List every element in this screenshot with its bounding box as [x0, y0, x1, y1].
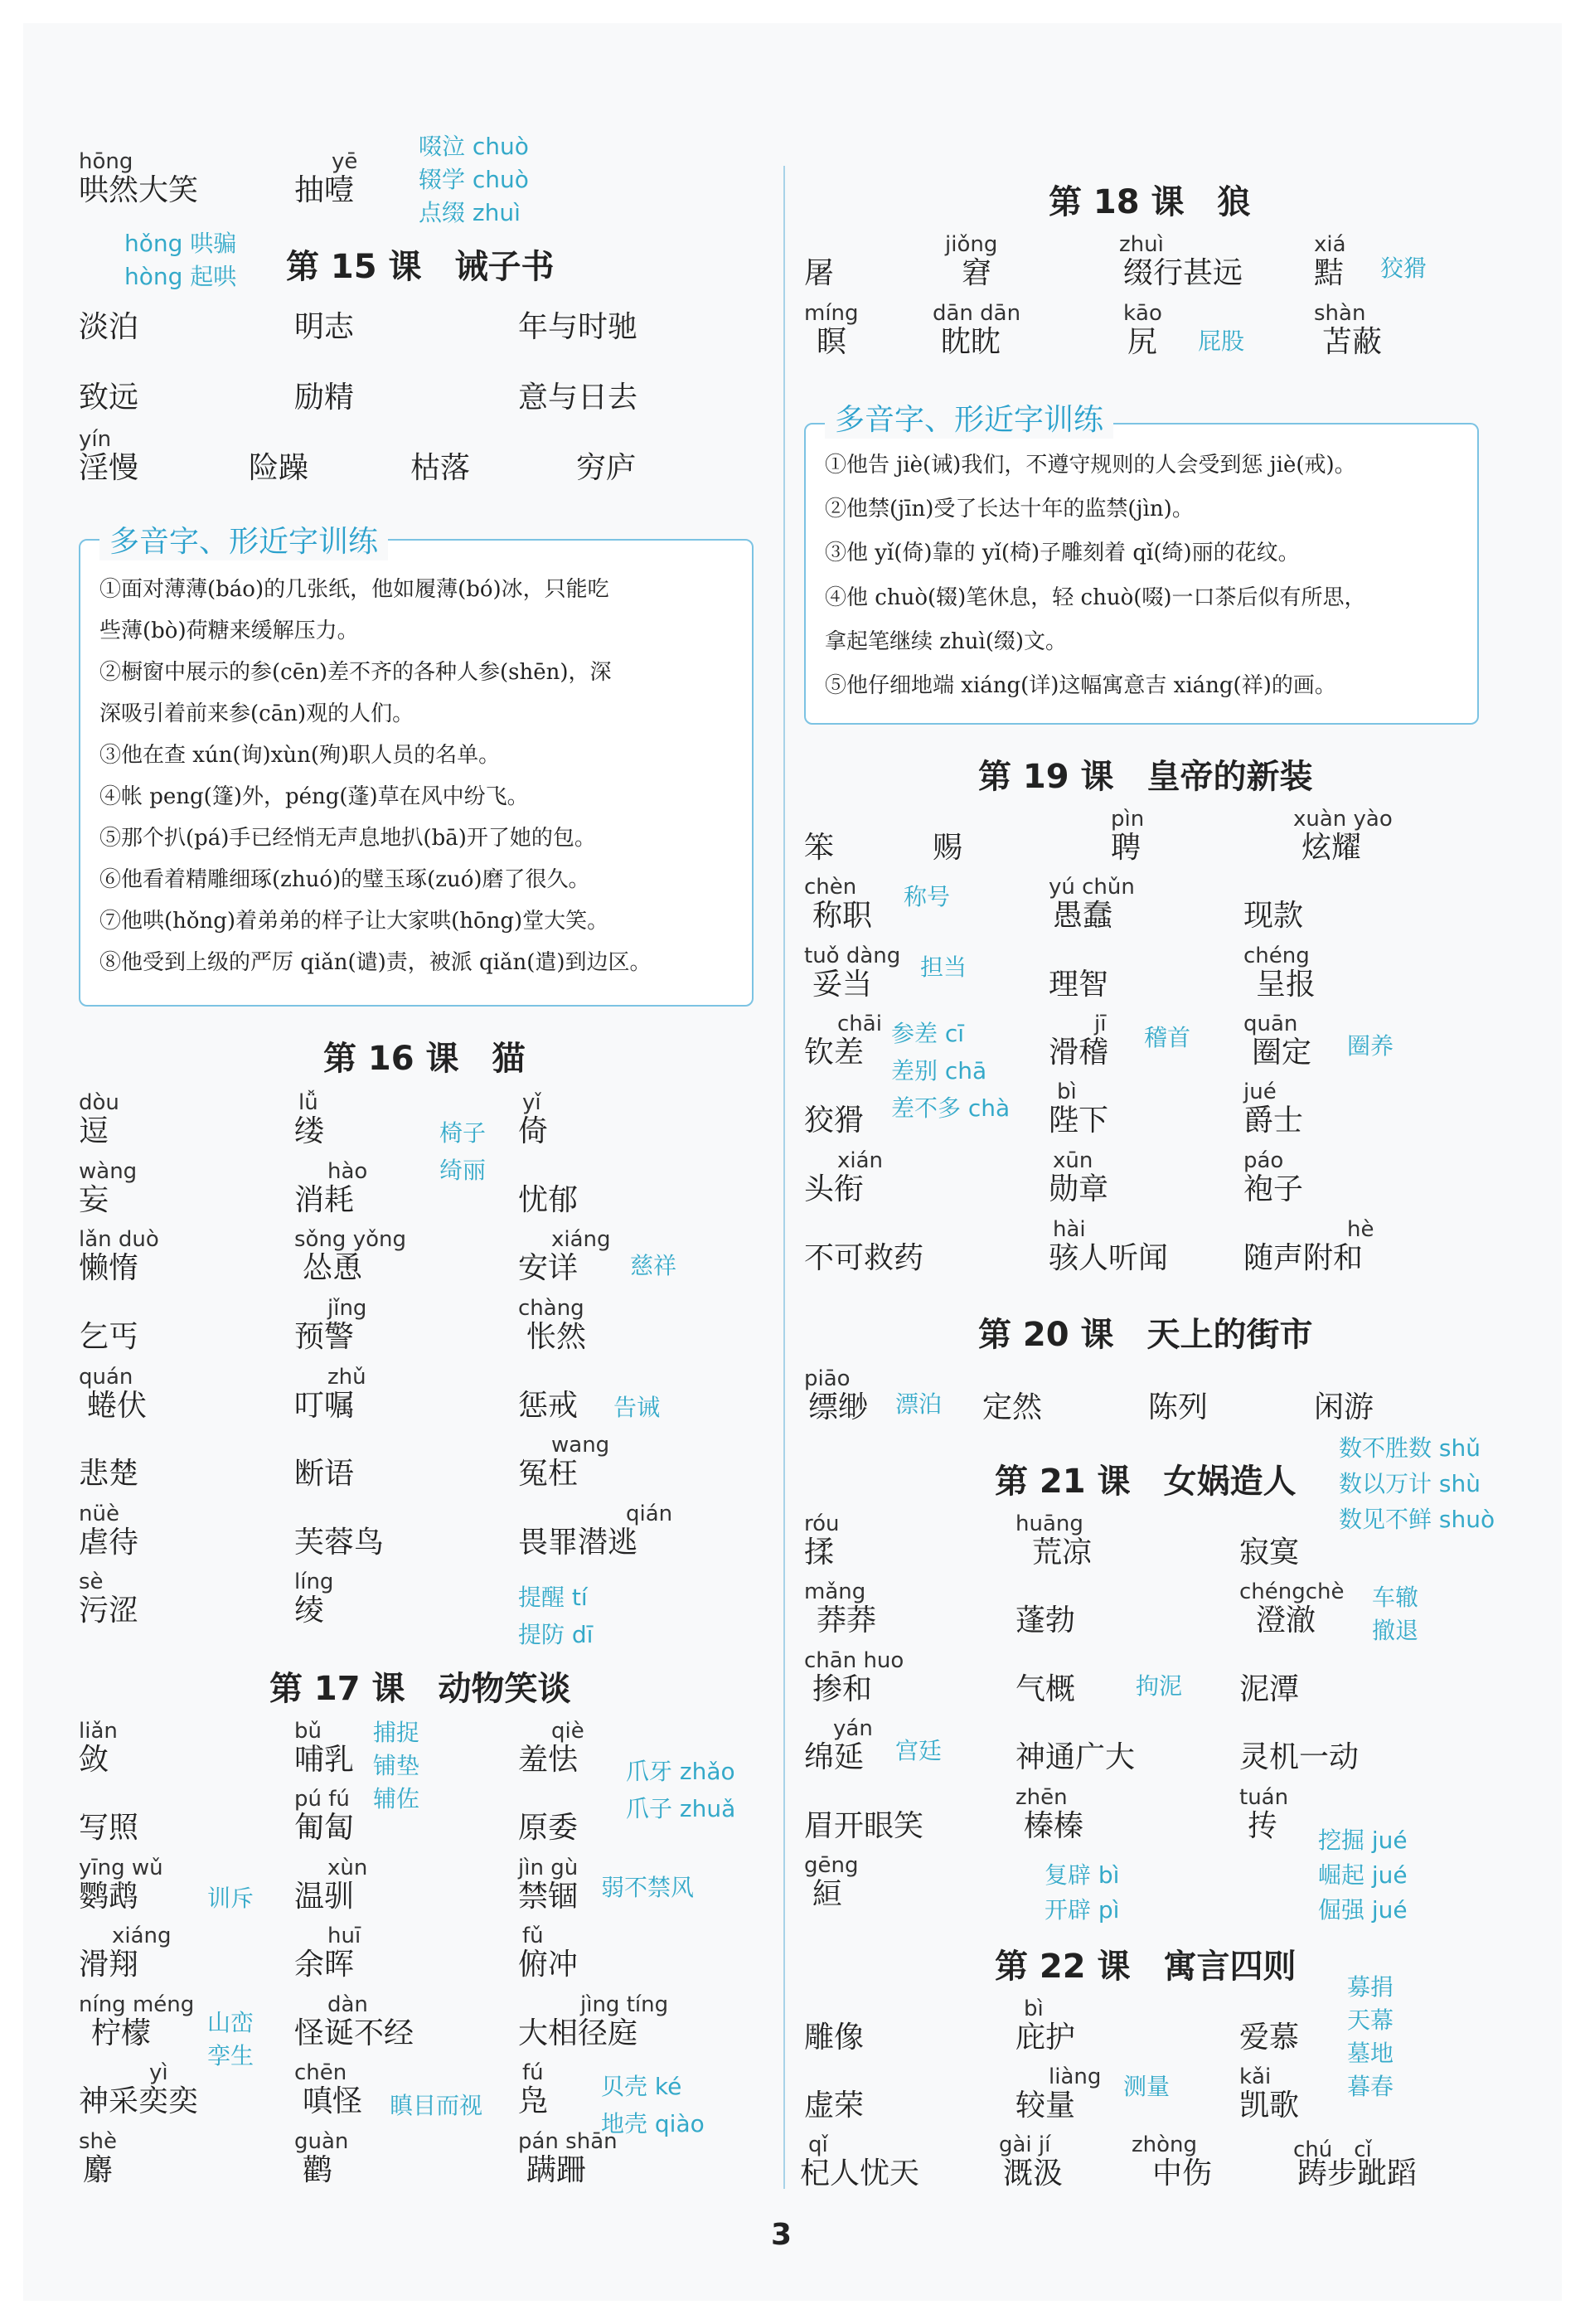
- vocab-word: 励精: [294, 381, 355, 415]
- pinyin: huī: [327, 1924, 361, 1948]
- handwritten-note: 弱不禁风: [601, 1874, 695, 1901]
- vocab-word: 荒凉: [1032, 1536, 1093, 1570]
- page-number: 3: [771, 2218, 792, 2252]
- vocab-word: 蹒跚: [526, 2153, 587, 2187]
- handwritten-note: 车辙: [1372, 1584, 1419, 1611]
- pinyin: chēn: [294, 2060, 347, 2085]
- vocab-word: 榛榛: [1024, 1809, 1084, 1843]
- vocab-word: 禁锢: [518, 1880, 579, 1914]
- handwritten-note: hòng 起哄: [124, 263, 237, 290]
- vocab-word: 明志: [294, 310, 355, 344]
- handwritten-note: 测量: [1123, 2073, 1171, 2100]
- vocab-word: 雕像: [804, 2021, 865, 2055]
- vocab-word: 炫耀: [1301, 831, 1362, 865]
- vocab-word: 麝: [83, 2153, 114, 2187]
- pinyin: yǐ: [522, 1090, 541, 1115]
- pinyin: kāo: [1123, 301, 1162, 326]
- handwritten-note: 训斥: [207, 1885, 254, 1912]
- vocab-word: 较量: [1015, 2089, 1076, 2123]
- handwritten-note: 数以万计 shù: [1339, 1470, 1481, 1497]
- vocab-word: 悲楚: [79, 1457, 139, 1491]
- lesson-title: 第 15 课 诫子书: [286, 248, 555, 286]
- handwritten-note: 铺垫: [373, 1752, 420, 1779]
- vocab-word: 忧郁: [518, 1183, 579, 1217]
- pinyin: jī: [1094, 1012, 1107, 1036]
- exercise-line: ⑤那个扒(pá)手已经悄无声息地扒(bā)开了她的包。: [99, 826, 596, 851]
- pinyin: qián: [626, 1502, 673, 1526]
- vocab-word: 妄: [79, 1183, 109, 1217]
- exercise-title: 多音字、形近字训练: [825, 396, 1113, 439]
- vocab-word: 余晖: [294, 1948, 355, 1982]
- pinyin: xùn: [327, 1856, 368, 1880]
- handwritten-note: 点缀 zhuì: [419, 199, 521, 226]
- vocab-word: 凯歌: [1239, 2089, 1300, 2123]
- vocab-word: 芙蓉鸟: [294, 1526, 385, 1560]
- vocab-word: 鹦鹉: [79, 1880, 139, 1914]
- vocab-word: 眈眈: [941, 325, 1001, 359]
- pinyin: xiáng: [551, 1227, 611, 1252]
- lesson-title: 第 20 课 天上的街市: [978, 1316, 1313, 1354]
- vocab-word: 定然: [982, 1390, 1043, 1424]
- vocab-word: 狡猾: [804, 1104, 865, 1138]
- vocab-word: 神通广大: [1015, 1740, 1136, 1774]
- vocab-word: 陈列: [1148, 1390, 1209, 1424]
- vocab-word: 骇人听闻: [1049, 1241, 1169, 1275]
- vocab-word: 柠檬: [91, 2016, 152, 2050]
- handwritten-note: 慈祥: [630, 1252, 677, 1279]
- pinyin: bì: [1024, 1997, 1044, 2021]
- vocab-word: 消耗: [294, 1183, 355, 1217]
- pinyin: yín: [79, 427, 112, 452]
- pinyin: róu: [804, 1511, 840, 1536]
- pinyin: chú cǐ: [1293, 2137, 1372, 2162]
- vocab-word: 倚: [518, 1114, 549, 1148]
- vocab-word: 庇护: [1015, 2021, 1076, 2055]
- lesson-title: 第 19 课 皇帝的新装: [978, 758, 1313, 796]
- vocab-word: 屠: [804, 256, 835, 290]
- handwritten-note: 狡猾: [1380, 255, 1427, 282]
- pinyin: xián: [837, 1148, 884, 1173]
- vocab-word: 鹳: [303, 2153, 333, 2187]
- handwritten-note: 捕捉: [373, 1719, 420, 1746]
- vocab-word: 缕: [294, 1114, 325, 1148]
- exercise-line: ②他禁(jīn)受了长达十年的监禁(jìn)。: [825, 497, 1194, 522]
- vocab-word: 穷庐: [576, 451, 637, 485]
- pinyin: hài: [1053, 1217, 1086, 1242]
- exercise-line: 些薄(bò)荷糖来缓解压力。: [99, 619, 359, 643]
- vocab-word: 羞怯: [518, 1743, 579, 1777]
- vocab-word: 赐: [933, 831, 963, 865]
- vocab-word: 瞑: [817, 325, 847, 359]
- vocab-word: 安详: [518, 1251, 579, 1285]
- pinyin: chān huo: [804, 1648, 904, 1673]
- handwritten-note: hǒng 哄骗: [124, 230, 237, 257]
- exercise-line: ①他告 jiè(诫)我们，不遵守规则的人会受到惩 jiè(戒)。: [825, 453, 1356, 478]
- vocab-word: 气概: [1015, 1672, 1076, 1706]
- vocab-word: 懒惰: [79, 1251, 139, 1285]
- pinyin: dān dān: [933, 301, 1021, 326]
- vocab-word: 缥缈: [808, 1390, 869, 1424]
- vocab-word: 溉汲: [1003, 2157, 1064, 2191]
- vocab-word: 虐待: [79, 1526, 139, 1560]
- exercise-line: ③他在查 xún(询)xùn(殉)职人员的名单。: [99, 743, 501, 768]
- vocab-word: 乞丐: [79, 1320, 139, 1354]
- vocab-word: 寂寞: [1239, 1536, 1300, 1570]
- vocab-word: 灵机一动: [1239, 1740, 1360, 1774]
- vocab-word: 圈定: [1252, 1036, 1312, 1070]
- pinyin: tuǒ dàng: [804, 944, 901, 968]
- pinyin: piāo: [804, 1366, 851, 1391]
- pinyin: zhǔ: [327, 1365, 366, 1390]
- vocab-word: 淫慢: [79, 451, 139, 485]
- handwritten-note: 告诫: [613, 1394, 661, 1421]
- pinyin: bì: [1057, 1080, 1077, 1104]
- vocab-word: 愚蠢: [1053, 899, 1113, 933]
- vocab-word: 爱慕: [1239, 2021, 1300, 2055]
- vocab-word: 断语: [294, 1457, 355, 1491]
- pinyin: míng: [804, 301, 859, 326]
- vocab-word: 中伤: [1152, 2157, 1213, 2191]
- pinyin: dòu: [79, 1090, 119, 1115]
- handwritten-note: 差不多 chà: [891, 1094, 1011, 1122]
- pinyin: huāng: [1015, 1511, 1083, 1536]
- exercise-line: ⑦他哄(hǒng)着弟弟的样子让大家哄(hōng)堂大笑。: [99, 909, 609, 934]
- handwritten-note: 挖掘 jué: [1318, 1827, 1408, 1854]
- lesson-title: 第 21 课 女娲造人: [995, 1463, 1297, 1501]
- pinyin: tuán: [1239, 1785, 1289, 1810]
- vocab-word: 头衔: [804, 1172, 865, 1206]
- pinyin: quán: [79, 1365, 133, 1390]
- vocab-word: 勋章: [1049, 1172, 1109, 1206]
- vocab-word: 爵士: [1243, 1104, 1304, 1138]
- pinyin: bǔ: [294, 1719, 322, 1744]
- column-divider: [783, 166, 785, 2189]
- handwritten-note: 暮春: [1347, 2073, 1394, 2100]
- vocab-word: 大相径庭: [518, 2016, 638, 2050]
- vocab-word: 绫: [294, 1594, 325, 1628]
- pinyin: guàn: [294, 2129, 349, 2154]
- pinyin: qiè: [551, 1719, 584, 1744]
- vocab-word: 绵延: [804, 1740, 865, 1774]
- handwritten-note: 爪子 zhuǎ: [626, 1795, 736, 1822]
- handwritten-note: 屁股: [1198, 327, 1245, 355]
- pinyin: yīng wǔ: [79, 1856, 163, 1880]
- handwritten-note: 担当: [920, 953, 967, 981]
- vocab-word: 致远: [79, 381, 139, 415]
- vocab-word: 哄然大笑: [79, 173, 199, 207]
- handwritten-note: 复辟 bì: [1045, 1861, 1120, 1889]
- pinyin: zhòng: [1132, 2132, 1198, 2157]
- vocab-word: 莽莽: [817, 1604, 877, 1637]
- pinyin: hōng: [79, 149, 133, 174]
- vocab-word: 滑翔: [79, 1948, 139, 1982]
- pinyin: gēng: [804, 1853, 859, 1878]
- handwritten-note: 辅佐: [373, 1785, 420, 1812]
- vocab-word: 畏罪潜逃: [518, 1526, 638, 1560]
- vocab-word: 妥当: [812, 968, 873, 1002]
- vocab-word: 抟: [1248, 1809, 1278, 1843]
- pinyin: fǔ: [522, 1924, 544, 1948]
- handwritten-note: 山峦: [207, 2009, 254, 2036]
- pinyin: xūn: [1053, 1148, 1093, 1173]
- pinyin: sè: [79, 1570, 104, 1594]
- pinyin: chàng: [518, 1296, 584, 1321]
- exercise-line: ④他 chuò(辍)笔休息，轻 chuò(啜)一口茶后似有所思，: [825, 585, 1366, 610]
- handwritten-note: 墓地: [1347, 2040, 1394, 2067]
- pinyin: qǐ: [808, 2132, 828, 2157]
- handwritten-note: 天幕: [1347, 2006, 1394, 2034]
- pinyin: pán shān: [518, 2129, 618, 2154]
- vocab-word: 窘: [962, 256, 992, 290]
- vocab-word: 黠: [1314, 256, 1345, 290]
- vocab-word: 眉开眼笑: [804, 1809, 924, 1843]
- vocab-word: 预警: [294, 1320, 355, 1354]
- pinyin: pú fú: [294, 1787, 350, 1812]
- pinyin: jìn gù: [518, 1856, 579, 1880]
- pinyin: jiǒng: [945, 232, 998, 257]
- handwritten-note: 绮丽: [439, 1157, 487, 1184]
- vocab-word: 神采奕奕: [79, 2084, 199, 2118]
- pinyin: yán: [833, 1716, 873, 1741]
- pinyin: shè: [79, 2129, 118, 2154]
- exercise-line: ③他 yǐ(倚)靠的 yǐ(椅)子雕刻着 qǐ(绮)丽的花纹。: [825, 541, 1300, 565]
- exercise-line: 深吸引着前来参(cān)观的人们。: [99, 701, 414, 726]
- vocab-word: 澄澈: [1256, 1604, 1316, 1637]
- vocab-word: 怂恿: [303, 1251, 363, 1285]
- vocab-word: 杞人忧天: [800, 2157, 920, 2191]
- polyphone-exercise-box: [79, 539, 754, 1007]
- handwritten-note: 瞋目而视: [390, 2092, 483, 2119]
- handwritten-note: 数见不鲜 shuò: [1339, 1506, 1495, 1533]
- pinyin: sǒng yǒng: [294, 1227, 406, 1252]
- pinyin: jǐng: [327, 1296, 367, 1321]
- vocab-word: 匍匐: [294, 1811, 355, 1845]
- vocab-word: 缀行甚远: [1123, 256, 1243, 290]
- handwritten-note: 漂泊: [895, 1390, 943, 1418]
- pinyin: wàng: [79, 1159, 138, 1184]
- pinyin: nüè: [79, 1502, 119, 1526]
- handwritten-note: 称号: [904, 883, 951, 910]
- exercise-line: ④帐 peng(篷)外，péng(蓬)草在风中纷飞。: [99, 784, 529, 809]
- pinyin: lǎn duò: [79, 1227, 159, 1252]
- handwritten-note: 提醒 tí: [518, 1584, 588, 1611]
- handwritten-note: 辍学 chuò: [419, 166, 529, 193]
- vocab-word: 不可救药: [804, 1241, 924, 1275]
- vocab-word: 枯落: [410, 451, 471, 485]
- handwritten-note: 倔强 jué: [1318, 1896, 1408, 1924]
- pinyin: chéngchè: [1239, 1579, 1345, 1604]
- pinyin: jìng tíng: [580, 1992, 669, 2017]
- pinyin: jué: [1243, 1080, 1277, 1104]
- handwritten-note: 参差 cī: [891, 1020, 965, 1047]
- handwritten-note: 崛起 jué: [1318, 1861, 1408, 1889]
- vocab-word: 随声附和: [1243, 1241, 1364, 1275]
- vocab-word: 笨: [804, 831, 835, 865]
- pinyin: gài jí: [999, 2132, 1051, 2157]
- handwritten-note: 圈养: [1347, 1032, 1394, 1060]
- vocab-word: 哺乳: [294, 1743, 355, 1777]
- pinyin: shàn: [1314, 301, 1366, 326]
- pinyin: zhēn: [1015, 1785, 1068, 1810]
- pinyin: dàn: [327, 1992, 368, 2017]
- pinyin: lǚ: [298, 1090, 318, 1115]
- handwritten-note: 撤退: [1372, 1617, 1419, 1644]
- vocab-word: 泥潭: [1239, 1672, 1300, 1706]
- pinyin: chèn: [804, 875, 857, 900]
- vocab-word: 袍子: [1243, 1172, 1304, 1206]
- vocab-word: 逗: [79, 1114, 109, 1148]
- pinyin: xuàn yào: [1293, 807, 1393, 832]
- exercise-line: ⑧他受到上级的严厉 qiǎn(谴)责，被派 qiǎn(遣)到边区。: [99, 950, 652, 975]
- handwritten-note: 啜泣 chuò: [419, 133, 529, 160]
- vocab-word: 钦差: [804, 1036, 865, 1070]
- vocab-word: 冤枉: [518, 1457, 579, 1491]
- exercise-line: ①面对薄薄(báo)的几张纸，他如履薄(bó)冰，只能吃: [99, 577, 609, 602]
- handwritten-note: 地壳 qiào: [601, 2110, 705, 2137]
- vocab-word: 温驯: [294, 1880, 355, 1914]
- handwritten-note: 差别 chā: [891, 1057, 987, 1084]
- pinyin: zhuì: [1119, 232, 1164, 257]
- vocab-word: 凫: [518, 2084, 549, 2118]
- vocab-word: 嗔怪: [303, 2084, 363, 2118]
- vocab-word: 叮嘱: [294, 1389, 355, 1423]
- vocab-word: 年与时驰: [518, 310, 638, 344]
- handwritten-note: 贝壳 ké: [601, 2073, 682, 2100]
- vocab-word: 抽噎: [294, 173, 355, 207]
- pinyin: hè: [1347, 1217, 1374, 1242]
- vocab-word: 理智: [1049, 968, 1109, 1002]
- pinyin: páo: [1243, 1148, 1284, 1173]
- exercise-line: ②橱窗中展示的参(cēn)差不齐的各种人参(shēn)，深: [99, 660, 612, 685]
- handwritten-note: 孪生: [207, 2042, 254, 2069]
- pinyin: xiáng: [112, 1924, 172, 1948]
- vocab-word: 聘: [1111, 831, 1141, 865]
- handwritten-note: 募捐: [1347, 1973, 1394, 2001]
- pinyin: yē: [332, 149, 358, 174]
- vocab-word: 险躁: [249, 451, 309, 485]
- vocab-word: 尻: [1127, 325, 1158, 359]
- vocab-word: 俯冲: [518, 1948, 579, 1982]
- vocab-word: 写照: [79, 1811, 139, 1845]
- pinyin: líng: [294, 1570, 334, 1594]
- vocab-word: 称职: [812, 899, 873, 933]
- vocab-word: 絙: [812, 1877, 843, 1911]
- handwritten-note: 爪牙 zhǎo: [626, 1758, 735, 1785]
- lesson-title: 第 17 课 动物笑谈: [269, 1670, 571, 1708]
- exercise-line: 拿起笔继续 zhuì(缀)文。: [825, 629, 1068, 654]
- pinyin: xiá: [1314, 232, 1346, 257]
- handwritten-note: 开辟 pì: [1045, 1896, 1120, 1924]
- lesson-title: 第 22 课 寓言四则: [995, 1948, 1297, 1986]
- pinyin: hào: [327, 1159, 368, 1184]
- vocab-word: 踌步跐蹈: [1297, 2157, 1418, 2191]
- vocab-word: 陛下: [1049, 1104, 1109, 1138]
- vocab-word: 现款: [1243, 899, 1304, 933]
- pinyin: chāi: [837, 1012, 882, 1036]
- vocab-word: 滑稽: [1049, 1036, 1109, 1070]
- handwritten-note: 数不胜数 shǔ: [1339, 1434, 1481, 1462]
- vocab-word: 掺和: [812, 1672, 873, 1706]
- vocab-word: 揉: [804, 1536, 835, 1570]
- vocab-word: 虚荣: [804, 2089, 865, 2123]
- pinyin: níng méng: [79, 1992, 195, 2017]
- handwritten-note: 拘泥: [1136, 1672, 1183, 1700]
- vocab-word: 怪诞不经: [294, 2016, 414, 2050]
- vocab-word: 意与日去: [518, 381, 638, 415]
- exercise-line: ⑥他看着精雕细琢(zhuó)的璧玉琢(zuó)磨了很久。: [99, 867, 590, 892]
- vocab-word: 原委: [518, 1811, 579, 1845]
- handwritten-note: 椅子: [439, 1119, 487, 1147]
- vocab-word: 蓬勃: [1015, 1604, 1076, 1637]
- pinyin: chéng: [1243, 944, 1310, 968]
- vocab-word: 苫蔽: [1322, 325, 1383, 359]
- vocab-word: 惩戒: [518, 1389, 579, 1423]
- pinyin: wang: [551, 1433, 610, 1458]
- page-background: [23, 23, 1562, 2301]
- vocab-word: 淡泊: [79, 310, 139, 344]
- pinyin: yì: [149, 2060, 168, 2085]
- vocab-word: 污涩: [79, 1594, 139, 1628]
- pinyin: fú: [522, 2060, 544, 2085]
- vocab-word: 怅然: [526, 1320, 587, 1354]
- pinyin: pìn: [1111, 807, 1145, 832]
- pinyin: quān: [1243, 1012, 1298, 1036]
- exercise-title: 多音字、形近字训练: [99, 518, 388, 560]
- vocab-word: 呈报: [1256, 968, 1316, 1002]
- handwritten-note: 提防 dī: [518, 1621, 594, 1648]
- lesson-title: 第 18 课 狼: [1049, 183, 1251, 221]
- vocab-word: 敛: [79, 1743, 109, 1777]
- handwritten-note: 宫廷: [895, 1737, 943, 1764]
- vocab-word: 蜷伏: [87, 1389, 148, 1423]
- lesson-title: 第 16 课 猫: [323, 1040, 526, 1078]
- vocab-word: 闲游: [1314, 1390, 1374, 1424]
- pinyin: mǎng: [804, 1579, 866, 1604]
- pinyin: liǎn: [79, 1719, 118, 1744]
- handwritten-note: 稽首: [1144, 1024, 1191, 1051]
- pinyin: yú chǔn: [1049, 875, 1135, 900]
- pinyin: liàng: [1049, 2064, 1102, 2089]
- pinyin: kǎi: [1239, 2064, 1272, 2089]
- exercise-line: ⑤他仔细地端 xiáng(详)这幅寓意吉 xiáng(祥)的画。: [825, 673, 1336, 698]
